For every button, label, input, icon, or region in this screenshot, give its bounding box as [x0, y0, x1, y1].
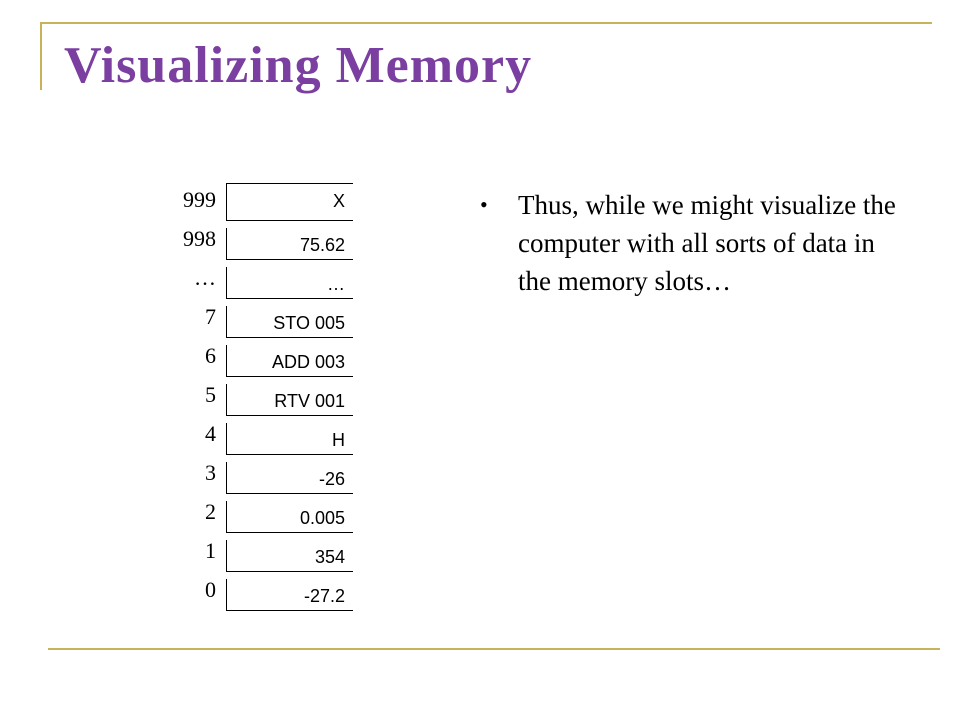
bullet-text: Thus, while we might visualize the computer with all sorts of data in the memory slots… — [518, 190, 896, 296]
memory-cell: … — [226, 267, 353, 299]
memory-address: 0 — [205, 577, 216, 602]
left-rule — [40, 22, 42, 90]
memory-cell: -27.2 — [226, 579, 353, 611]
memory-cell: ADD 003 — [226, 345, 353, 377]
memory-address: 1 — [205, 538, 216, 563]
memory-address: 5 — [205, 382, 216, 407]
bullet-point — [480, 186, 910, 300]
memory-cell: RTV 001 — [226, 384, 353, 416]
memory-cell: 75.62 — [226, 228, 353, 260]
bullet-icon: • — [480, 192, 488, 217]
memory-address: 999 — [183, 187, 216, 212]
memory-cell: X — [226, 183, 353, 221]
slide-title: Visualizing Memory — [64, 37, 533, 94]
memory-cell: STO 005 — [226, 306, 353, 338]
memory-cell: 0.005 — [226, 501, 353, 533]
memory-address: 3 — [205, 460, 216, 485]
bottom-rule — [48, 648, 940, 650]
top-rule — [40, 22, 932, 24]
memory-address: 998 — [183, 226, 216, 251]
memory-cell: H — [226, 423, 353, 455]
memory-address: 7 — [205, 304, 216, 329]
memory-address: … — [194, 265, 216, 290]
memory-address: 4 — [205, 421, 216, 446]
memory-cell: -26 — [226, 462, 353, 494]
memory-address: 2 — [205, 499, 216, 524]
memory-cell: 354 — [226, 540, 353, 572]
memory-address: 6 — [205, 343, 216, 368]
